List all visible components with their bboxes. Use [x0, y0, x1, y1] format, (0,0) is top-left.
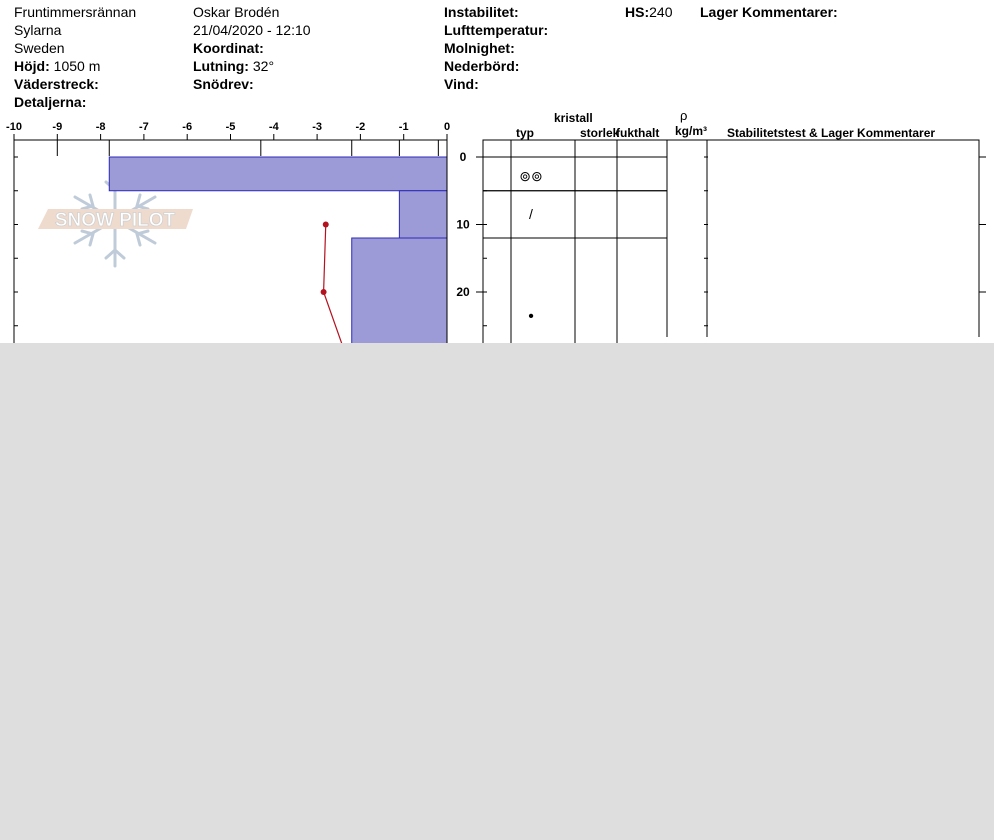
wind-label: Vind:	[444, 76, 479, 92]
country-name: Sweden	[14, 40, 65, 56]
crystal-header: kristall	[554, 111, 593, 125]
size-header: storlek	[580, 126, 620, 140]
table-layer	[483, 140, 979, 343]
aspect-label: Väderstreck:	[14, 76, 99, 92]
chart-layer	[6, 121, 986, 343]
table-frame	[483, 140, 979, 343]
hardness-bar-1	[109, 157, 447, 191]
slope-value: 32°	[252, 58, 275, 74]
snow-height-value: 240	[649, 4, 673, 20]
x-tick-label: 0	[443, 121, 451, 133]
rounded-grains-icon: ⊚⊚	[519, 168, 543, 184]
x-tick-label: -9	[52, 121, 63, 133]
layer-comments-label: Lager Kommentarer:	[700, 4, 838, 20]
moisture-header: fukthalt	[616, 126, 660, 140]
x-tick-label: -4	[268, 121, 279, 133]
hardness-bar-3	[352, 238, 447, 343]
date-time: 21/04/2020 - 12:10	[193, 22, 311, 38]
type-header: typ	[516, 126, 534, 140]
details-label: Detaljerna:	[14, 94, 87, 110]
sheet-edge	[624, 337, 994, 343]
profile-sheet	[0, 0, 994, 343]
x-tick-label: -10	[6, 121, 22, 133]
temperature-line	[324, 225, 348, 344]
x-tick-label: -2	[355, 121, 366, 133]
region-name: Sylarna	[14, 22, 62, 38]
logo-text: SNOW PILOT	[54, 210, 176, 231]
y-tick-label: 0	[459, 150, 467, 164]
density-unit: kg/m³	[675, 124, 708, 138]
comments-header: Stabilitetstest & Lager Kommentarer	[727, 126, 936, 140]
location-name: Fruntimmersrännan	[14, 4, 137, 20]
x-tick-label: -6	[182, 121, 193, 133]
rain-crust-icon: /	[529, 206, 533, 222]
elevation-label: Höjd:	[14, 58, 50, 74]
instability-label: Instabilitet:	[444, 4, 519, 20]
x-tick-label: -5	[225, 121, 236, 133]
hardness-bar-2	[399, 191, 447, 238]
x-tick-label: -1	[398, 121, 409, 133]
x-tick-label: -7	[139, 121, 149, 133]
observer-name: Oskar Brodén	[193, 4, 280, 20]
slope-label: Lutning:	[193, 58, 249, 74]
temperature-point	[321, 289, 327, 295]
x-tick-label: -3	[312, 121, 322, 133]
air-temp-label: Lufttemperatur:	[444, 22, 549, 38]
density-symbol: ρ	[680, 108, 688, 123]
profile-svg	[0, 0, 994, 343]
x-tick-label: -8	[95, 121, 106, 133]
y-tick-label: 20	[456, 285, 470, 299]
graupel-dot-icon: •	[528, 308, 534, 325]
precip-label: Nederbörd:	[444, 58, 520, 74]
sky-label: Molnighet:	[444, 40, 515, 56]
coordinate-label: Koordinat:	[193, 40, 264, 56]
elevation-value: 1050 m	[53, 58, 101, 74]
y-tick-label: 10	[456, 217, 470, 232]
wind-loading-label: Snödrev:	[193, 76, 254, 92]
snow-height-label: HS:	[625, 4, 650, 20]
temperature-point	[323, 222, 329, 228]
